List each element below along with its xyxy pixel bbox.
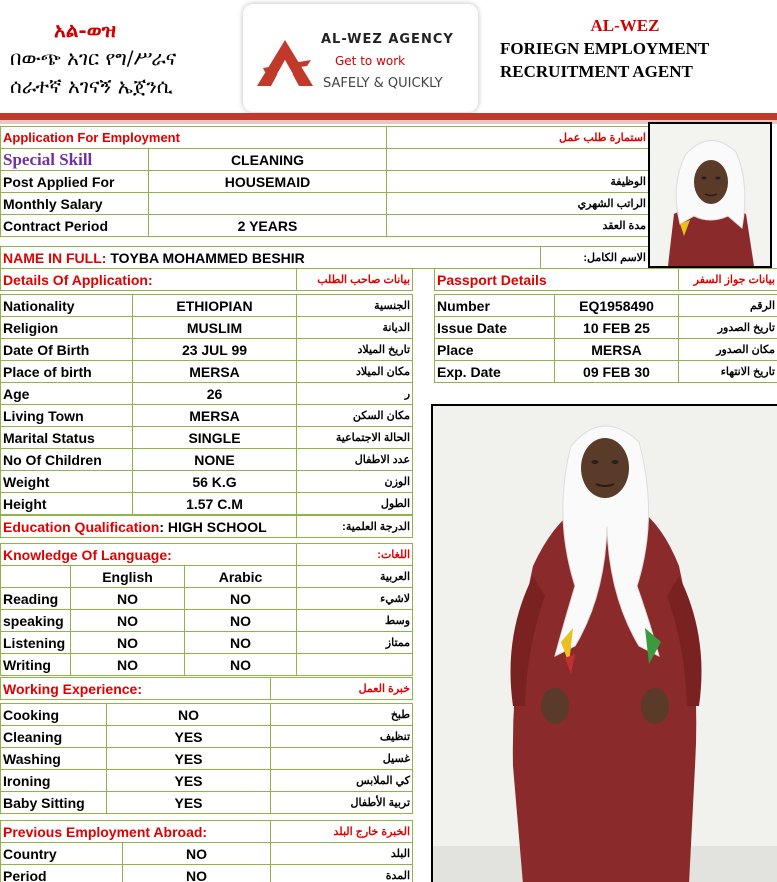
details-title-ar: بيانات صاحب الطلب	[297, 269, 413, 291]
details-row: Living Town MERSA مكان السكن	[1, 405, 413, 427]
special-skill-empty	[387, 149, 649, 171]
details-row: Marital Status SINGLE الحالة الاجتماعية	[1, 427, 413, 449]
english-column-header: English	[71, 566, 185, 588]
full-name-label: NAME IN FULL:	[3, 249, 107, 266]
passport-title-ar: بيانات جواز السفر	[679, 269, 777, 291]
post-label-ar: الوظيفة	[387, 171, 649, 193]
passport-row: Issue Date 10 FEB 25 تاريخ الصدور	[435, 317, 777, 339]
abroad-row: Country NO البلد	[1, 843, 413, 865]
arabic-column-header-ar: العربية	[297, 566, 413, 588]
details-row: Nationality ETHIOPIAN الجنسية	[1, 295, 413, 317]
salary-label: Monthly Salary	[1, 193, 149, 215]
language-table	[0, 543, 413, 676]
passport-table	[434, 268, 777, 383]
education-label-ar: الدرجة العلمية:	[297, 516, 413, 538]
plane-logo-icon	[255, 38, 315, 88]
english-line-3: RECRUITMENT AGENT	[500, 62, 693, 81]
passport-title: Passport Details	[435, 269, 679, 291]
full-body-photo	[431, 404, 777, 882]
education-value: : HIGH SCHOOL	[159, 518, 267, 535]
header-divider	[0, 113, 777, 120]
post-value: HOUSEMAID	[149, 171, 387, 193]
contract-label-ar: مدة العقد	[387, 215, 649, 237]
language-title: Knowledge Of Language:	[1, 544, 297, 566]
agency-name-english	[500, 14, 750, 83]
amharic-line-2: በውጭ አገር የግ/ሥራና	[10, 46, 177, 70]
language-header-empty	[1, 566, 71, 588]
details-row: No Of Children NONE عدد الاطفال	[1, 449, 413, 471]
education-label: Education Qualification	[3, 518, 160, 535]
application-table	[0, 126, 649, 237]
experience-row: Ironing YES كي الملابس	[1, 770, 413, 792]
arabic-column-header: Arabic	[185, 566, 297, 588]
salary-label-ar: الراتب الشهري	[387, 193, 649, 215]
full-body-photo-icon	[433, 406, 777, 882]
passport-row: Number EQ1958490 الرقم	[435, 295, 777, 317]
logo-title: AL-WEZ AGENCY	[321, 32, 454, 47]
document-header	[0, 0, 777, 112]
amharic-title: አል-ወዝ	[54, 18, 116, 42]
passport-row: Place MERSA مكان الصدور	[435, 339, 777, 361]
experience-row: Cooking NO طبخ	[1, 704, 413, 726]
special-skill-label: Special Skill	[1, 149, 149, 171]
experience-row: Baby Sitting YES تربية الأطفال	[1, 792, 413, 814]
experience-title: Working Experience:	[1, 678, 271, 700]
full-name-value: TOYBA MOHAMMED BESHIR	[110, 249, 305, 266]
portrait-photo-icon	[650, 124, 770, 266]
education-table	[0, 515, 413, 538]
name-table	[0, 246, 649, 269]
abroad-title-ar: الخبرة خارج البلد	[271, 821, 413, 843]
language-row: Listening NO NO ممتاز	[1, 632, 413, 654]
experience-title-ar: خبرة العمل	[271, 678, 413, 700]
passport-row: Exp. Date 09 FEB 30 تاريخ الانتهاء	[435, 361, 777, 383]
language-row: Writing NO NO	[1, 654, 413, 676]
details-row: Weight 56 K.G الوزن	[1, 471, 413, 493]
application-title-ar: استمارة طلب عمل	[387, 127, 649, 149]
details-table	[0, 268, 413, 515]
post-label: Post Applied For	[1, 171, 149, 193]
details-row: Height 1.57 C.M الطول	[1, 493, 413, 515]
language-title-ar: اللغات:	[297, 544, 413, 566]
full-name-label-ar: الاسم الكامل:	[541, 247, 649, 269]
special-skill-value: CLEANING	[149, 149, 387, 171]
education-cell	[1, 516, 297, 538]
logo-tagline: Get to work	[335, 54, 406, 68]
contract-value: 2 YEARS	[149, 215, 387, 237]
experience-table	[0, 677, 413, 814]
abroad-table	[0, 820, 413, 882]
full-name-cell	[1, 247, 541, 269]
english-line-2: FORIEGN EMPLOYMENT	[500, 39, 710, 58]
english-title: AL-WEZ	[590, 16, 660, 35]
details-row: Age 26 ر	[1, 383, 413, 405]
contract-label: Contract Period	[1, 215, 149, 237]
abroad-title: Previous Employment Abroad:	[1, 821, 271, 843]
experience-row: Cleaning YES تنظيف	[1, 726, 413, 748]
passport-photo	[648, 122, 772, 268]
details-row: Place of birth MERSA مكان الميلاد	[1, 361, 413, 383]
language-row: Reading NO NO لاشيء	[1, 588, 413, 610]
abroad-row: Period NO المدة	[1, 865, 413, 882]
agency-logo	[243, 4, 478, 112]
agency-name-amharic	[10, 16, 240, 100]
application-title: Application For Employment	[1, 127, 387, 149]
details-title: Details Of Application:	[1, 269, 297, 291]
experience-row: Washing YES غسيل	[1, 748, 413, 770]
details-row: Religion MUSLIM الديانة	[1, 317, 413, 339]
details-row: Date Of Birth 23 JUL 99 تاريخ الميلاد	[1, 339, 413, 361]
salary-value	[149, 193, 387, 215]
logo-slogan: SAFELY & QUICKLY	[323, 76, 443, 91]
amharic-line-3: ሰራተኛ አገናኝ ኤጀንሲ	[10, 74, 173, 98]
language-row: speaking NO NO وسط	[1, 610, 413, 632]
